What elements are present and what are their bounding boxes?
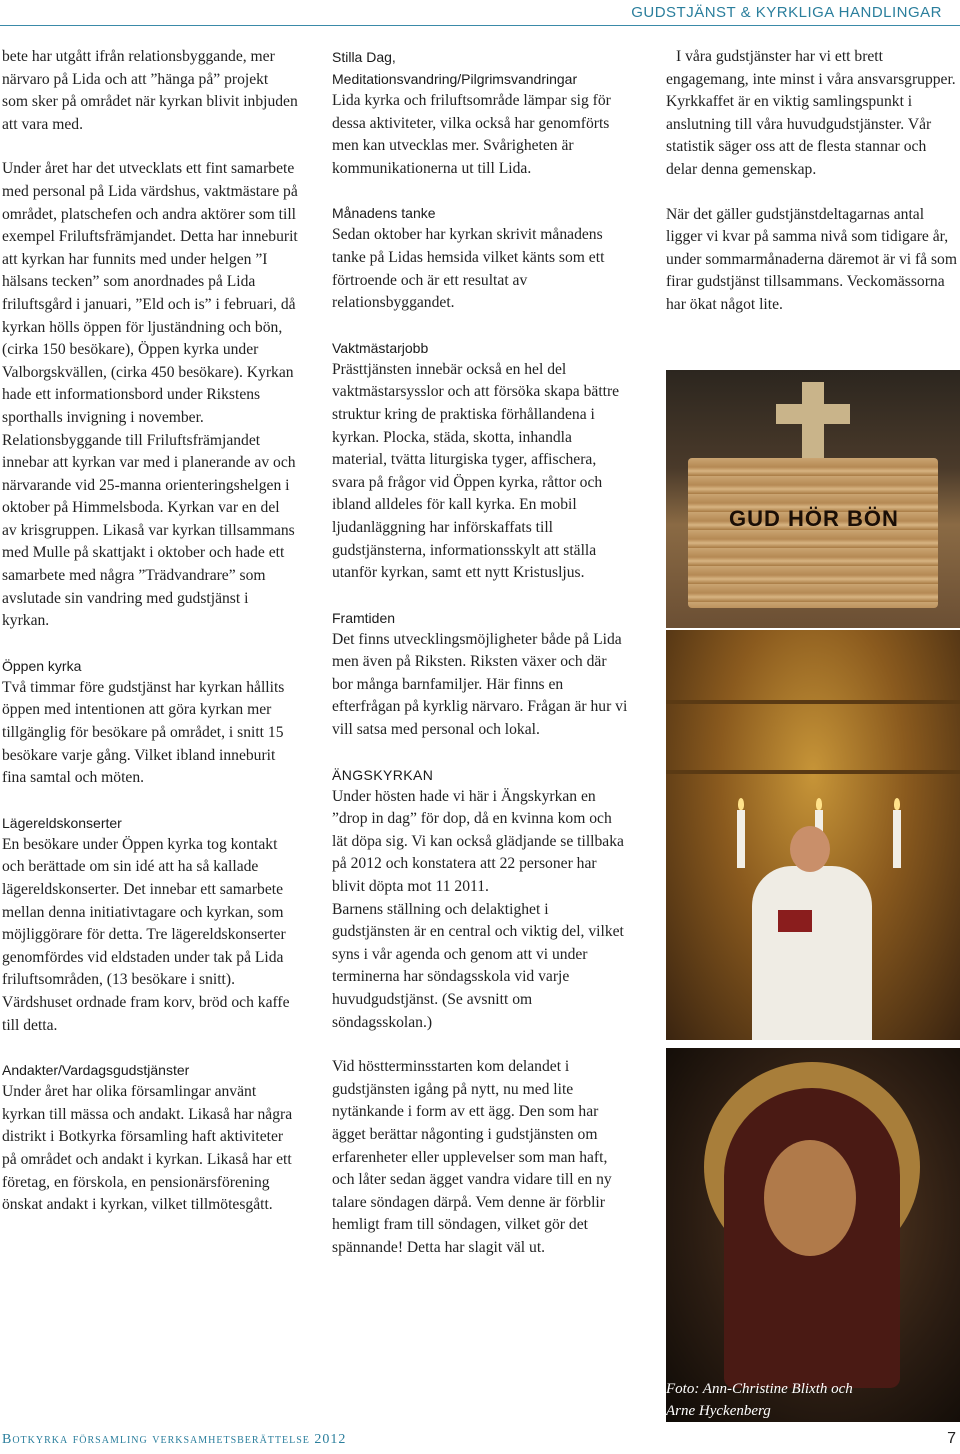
heading-vaktmastarjobb: Vaktmästarjobb <box>332 339 429 356</box>
priest-figure <box>752 866 872 1040</box>
paragraph-vaktmastarjobb: Prästtjänsten innebär också en hel del vaktmästarsysslor och att försöka skapa bättre struktur kring de praktiska förhållandena i kyrkan. Plocka, städa, skotta, inhandla material, tvätta liturgiska tyger, affischera, svara på frågor vid Öppen kyrka, råttor och ibland alldeles för kall kyrka. En mobil ljudanläggning har införskaffats till gudstjänsterna, informationsskylt att ställa utanför kyrkan, samt ett nytt Kristusljus. <box>332 360 620 582</box>
paragraph-framtiden: Det finns utvecklingsmöjligheter både på Lida men även på Riksten. Riksten växer och där bor många barnfamiljer. Här finns en efterfrågan på kyrklig närvaro. Frågan är hur vi vill satsa med personal och lokal. <box>332 630 628 739</box>
heading-angskyrkan: ÄNGSKYRKAN <box>332 766 434 783</box>
paragraph-engagemang: I våra gudstjänster har vi ett brett engagemang, inte minst i våra ansvarsgrupper. Kyrkkaffet är en viktig samlingspunkt i anslutning till våra huvudgudstjänster. Vår statistik säger oss att de flesta stannar och delar denna gemenskap. <box>666 48 956 178</box>
column-right <box>666 46 960 339</box>
paragraph-oppen-kyrka: Två timmar före gudstjänst har kyrkan hållits öppen med intentionen att göra kyrkan mer tillgänglig för besökare på området, i snitt 15 besökare varje gång. Vilket ibland inneburit fina samtal och möten. <box>2 678 285 787</box>
wooden-box <box>688 458 938 608</box>
photo-caption: Foto: Ann-Christine Blixth och Arne Hyckenberg <box>666 1381 853 1419</box>
photo-altar-priest <box>666 630 960 1040</box>
heading-stilla-dag: Stilla Dag, Meditationsvandring/Pilgrimsvandringar <box>332 49 578 87</box>
heading-lagereldskonserter: Lägereldskonserter <box>2 814 122 831</box>
paragraph-andakter: Under året har olika församlingar använt kyrkan till mässa och andakt. Likaså har några distrikt i Botkyrka församling haft aktiviteter på området och andakt i kyrkan. Likaså har ett företag, en förskola, en pensionärsförening önskat andakt i kyrkan, vilket tillmötesgått. <box>2 1083 293 1214</box>
paragraph-stilla-dag: Lida kyrka och friluftsområde lämpar sig för dessa aktiviteter, vilka också har genomförts men kan utvecklas mer. Svårigheten är kommunikationerna ut till Lida. <box>332 92 611 177</box>
heading-manadens-tanke: Månadens tanke <box>332 205 436 222</box>
page-number: 7 <box>947 1430 956 1447</box>
paragraph-angskyrkan-dop: Under hösten hade vi här i Ängskyrkan en ”drop in dag” för dop, då en kvinna kom och lät döpa sig. Vi kan också glädjande se tillbaka på 2012 och konstatera att 22 personer har blivit döpta mot 11 2011. <box>332 787 624 896</box>
photo-prayer-box <box>666 370 960 628</box>
paragraph-collaboration: Under året har det utvecklats ett fint samarbete med personal på Lida värdshus, vaktmästare på området, platschefen och andra aktörer som till exempel Friluftsfrämjandet. Detta har inneburit att kyrkan har funnits med under helgen ”I hälsans tecken” som anordnades på Lida friluftsgård i januari, ”Eld och is” i februari, då kyrkan hölls öppen för ljuständning och bön, (cirka 150 besökare), Öppen kyrka under Valborgskvällen, (cirka 450 besökare). Kyrkan hade ett informationsbord under Rikstens sporthalls invigning i november. Relationsbyggande till Friluftsfrämjandet innebar att kyrkan var med i planerande av och närvarande vid 25-manna orienteringshelgen i oktober på Himmelsboda. Kyrkan var en del av krisgruppen. Likaså var kyrkan tillsammans med Mulle på skattjakt i oktober och hade ett samarbete med några ”Trädvandrare” som avslutade sin vandring med gudstjänst i kyrkan. <box>2 160 298 630</box>
book-icon <box>778 910 812 932</box>
section-title: GUDSTJÄNST & KYRKLIGA HANDLINGAR <box>631 4 942 21</box>
candle-icon <box>893 810 901 868</box>
candle-icon <box>737 810 745 868</box>
paragraph-angskyrkan-barn: Barnens ställning och delaktighet i gudstjänsten är en central och viktig del, vilket syns i vår agenda och genom att vi under terminerna har söndagsskola vid varje huvudgudstjänst. (Se avsnitt om söndagsskolan.) <box>332 900 624 1031</box>
heading-andakter: Andakter/Vardagsgudstjänster <box>2 1062 190 1079</box>
footer-org: Botkyrka församling verksamhetsberättelse 2012 <box>2 1432 347 1447</box>
paragraph-manadens-tanke: Sedan oktober har kyrkan skrivit månadens tanke på Lidas hemsida vilket känts som ett förtroende och är ett resultat av relationsbyggandet. <box>332 226 605 312</box>
paragraph-lagereldskonserter: En besökare under Öppen kyrka tog kontakt och berättade om sin idé att ha så kallade lägereldskonserter. Det innebar ett samarbete mellan denna initiativtagare och kyrkan, som möjliggörare för detta. Tre lägereldskonserter genomfördes vid eldstaden under tak på Lida friluftsområden, (13 besökare i snitt). Värdshuset ordnade fram korv, bröd och kaffe till detta. <box>2 835 290 1034</box>
column-left <box>2 46 298 1239</box>
heading-oppen-kyrka: Öppen kyrka <box>2 657 82 674</box>
paragraph-angskyrkan-agg: Vid höstterminsstarten kom delandet i gudstjänsten igång på nytt, nu med lite nytänkande i form av ett ägg. Den som har ägget berättar någonting i gudstjänsten om erfarenheter eller upplevelser som man haft, och låter sedan ägget vandra vidare till en ny talare söndagen därpå. Vem denne är förblir hemligt fram till söndagen, vilket gör det spännande! Detta har slagit väl ut. <box>332 1058 612 1256</box>
paragraph-deltagare: När det gäller gudstjänstdeltagarnas antal ligger vi kvar på samma nivå som tidigare år, under sommarmånaderna däremot är vi få som firar gudstjänst tillsammans. Veckomässorna har ökat något lite. <box>666 205 957 313</box>
heading-framtiden: Framtiden <box>332 609 396 626</box>
paragraph-intro: bete har utgått ifrån relationsbyggande, mer närvaro på Lida och att ”hänga på” projekt som sker på området när kyrkan blivit inbjuden att vara med. <box>2 48 298 133</box>
box-inscription: GUD HÖR BÖN <box>729 506 899 531</box>
column-middle <box>332 46 630 1282</box>
section-header <box>0 0 960 26</box>
photo-icon-painting <box>666 1048 960 1422</box>
